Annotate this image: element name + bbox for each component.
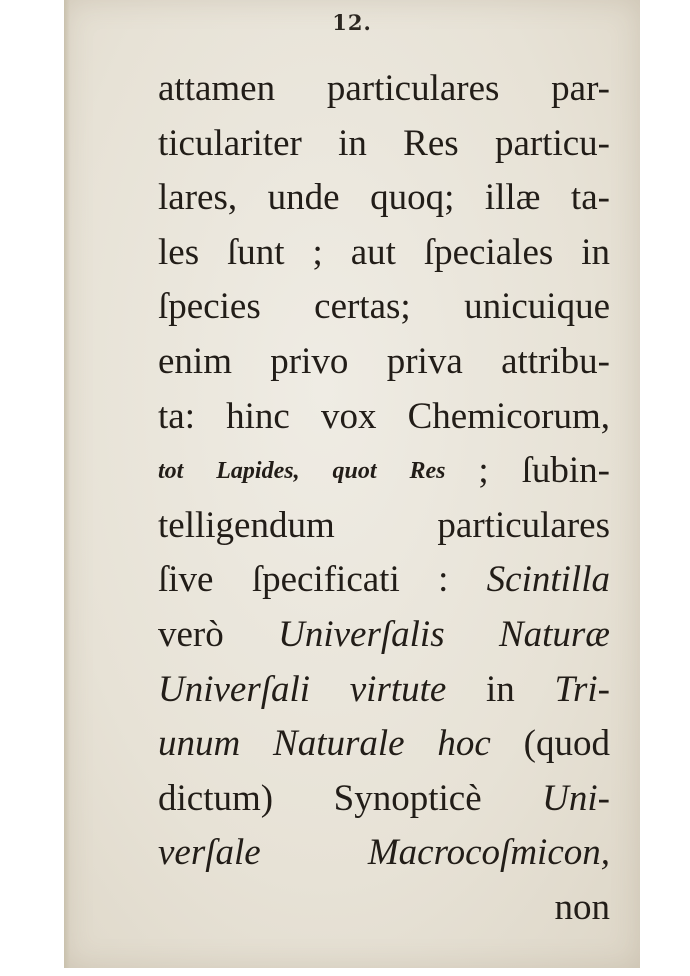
text-line	[158, 226, 610, 281]
word: ſpecificati	[251, 559, 400, 601]
word-italic: virtute	[349, 668, 447, 710]
word: ;	[478, 450, 489, 492]
word: lares,	[158, 177, 238, 219]
word-italic: Tri-	[554, 668, 610, 710]
word: particulares	[326, 68, 500, 109]
word: ſive	[158, 559, 214, 601]
word: par-	[551, 68, 610, 109]
page-gutter-shadow	[64, 0, 70, 968]
word-italic: Uni-	[542, 777, 610, 819]
text-line	[158, 499, 610, 554]
word: les	[158, 231, 200, 273]
word: certas;	[314, 286, 411, 328]
text-line	[158, 553, 610, 608]
word: unde	[267, 177, 340, 219]
word-italic: Macrocoſmicon,	[367, 832, 610, 874]
catchword: non	[554, 886, 610, 928]
word: telligendum	[158, 504, 335, 546]
word: quoq;	[370, 177, 455, 219]
text-line	[158, 171, 610, 226]
word: Synopticè	[333, 777, 482, 819]
body-text	[158, 62, 610, 936]
word: ta:	[158, 395, 195, 437]
word-italic: quot	[332, 458, 377, 485]
word: particu-	[494, 122, 610, 164]
word: ſpeciales	[423, 231, 554, 273]
catchword-line	[158, 881, 610, 936]
word: priva	[386, 340, 463, 382]
word: dictum)	[158, 777, 274, 819]
word: ;	[312, 231, 323, 273]
word: attribu-	[501, 340, 610, 382]
word-italic: verſale	[158, 832, 261, 874]
word: in	[486, 668, 515, 710]
word-italic: unum	[158, 723, 241, 765]
word: in	[338, 122, 367, 164]
word: ticulariter	[158, 122, 302, 164]
word: in	[581, 231, 610, 273]
word-italic: Naturæ	[498, 613, 610, 655]
word: hinc	[226, 395, 290, 437]
word: ſubin-	[521, 450, 610, 492]
word-italic: hoc	[437, 723, 491, 765]
text-line	[158, 772, 610, 827]
text-line	[158, 444, 610, 499]
word-italic: Scintilla	[486, 559, 610, 601]
word-italic: tot	[158, 458, 184, 485]
text-line	[158, 390, 610, 445]
word: illæ	[484, 177, 541, 219]
word: unicuique	[464, 286, 610, 328]
word-italic: Res	[409, 458, 446, 485]
word-italic: Naturale	[273, 723, 405, 765]
word: ſpecies	[158, 286, 261, 328]
word: vox	[320, 395, 377, 437]
word: Chemicorum,	[407, 395, 610, 437]
word: aut	[350, 231, 396, 273]
text-line	[158, 280, 610, 335]
word: Res	[403, 122, 459, 164]
word: ta-	[570, 177, 610, 219]
book-page	[64, 0, 640, 968]
text-line	[158, 117, 610, 172]
word: particulares	[437, 504, 610, 546]
text-line	[158, 335, 610, 390]
word-italic: Univerſali	[158, 668, 311, 710]
word: verò	[158, 613, 224, 655]
text-line	[158, 717, 610, 772]
word: ſunt	[227, 231, 285, 273]
word: enim	[158, 340, 232, 382]
text-line	[158, 663, 610, 718]
word: privo	[270, 340, 349, 382]
word-italic: Univerſalis	[278, 613, 445, 655]
word: :	[438, 559, 449, 601]
text-line	[158, 608, 610, 663]
text-line	[158, 826, 610, 881]
page-number: 12.	[332, 10, 372, 35]
word: (quod	[523, 723, 610, 765]
word-italic: Lapides,	[216, 458, 300, 485]
text-line	[158, 62, 610, 117]
word: attamen	[158, 68, 276, 109]
